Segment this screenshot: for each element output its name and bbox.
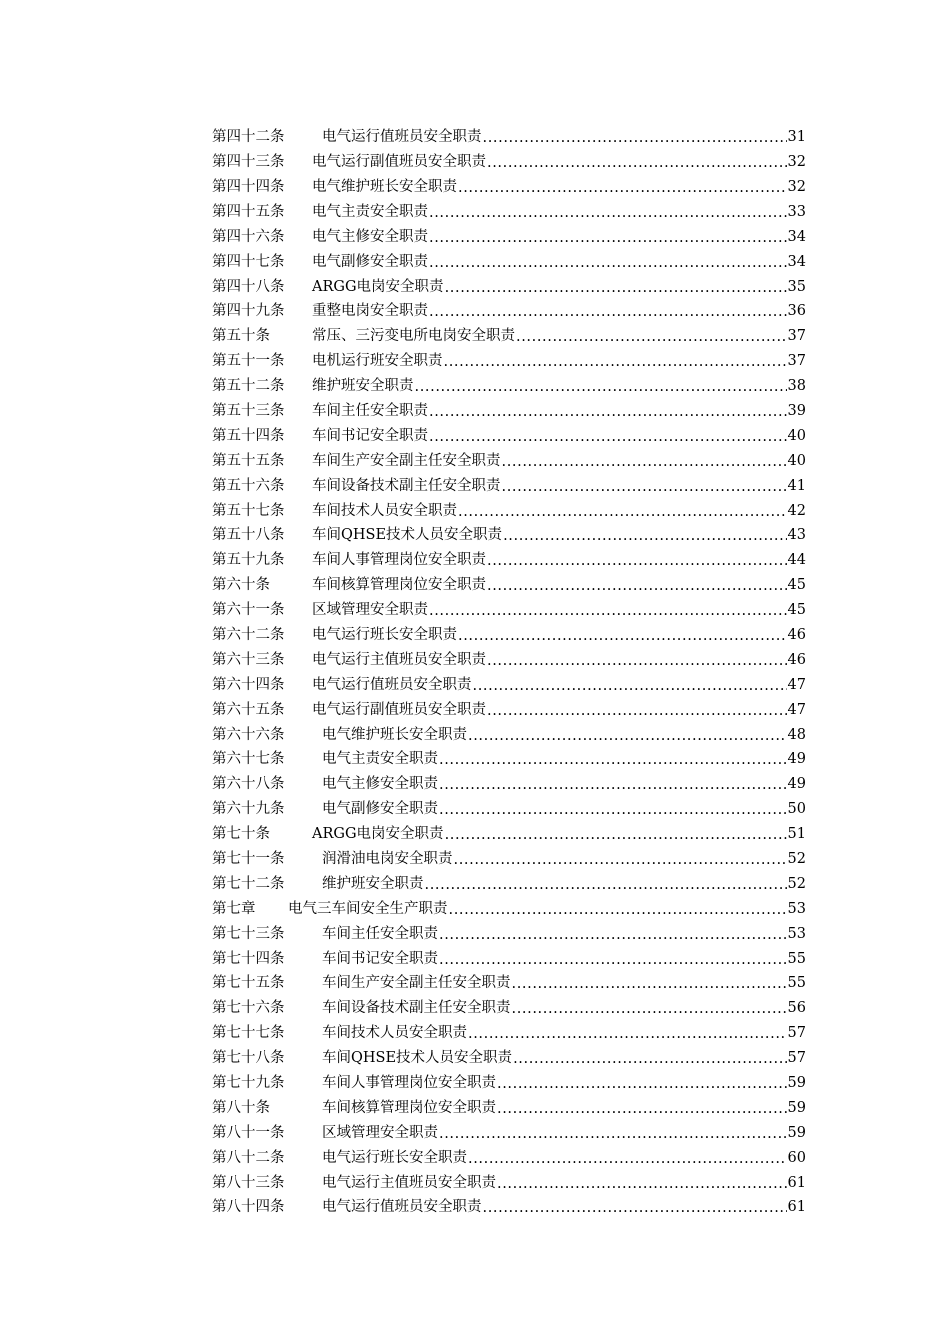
toc-entry-page: 43 xyxy=(787,527,806,544)
toc-entry[interactable] xyxy=(212,548,806,573)
toc-entry-page: 53 xyxy=(787,925,806,942)
toc-entry-number: 第七十三条 xyxy=(212,925,285,942)
toc-dot-leader xyxy=(483,1201,787,1216)
toc-entry-title: 车间书记安全职责 xyxy=(312,427,428,444)
toc-entry[interactable] xyxy=(212,299,806,324)
toc-entry-number: 第五十四条 xyxy=(212,427,285,444)
toc-entry[interactable] xyxy=(212,772,806,797)
toc-entry-title: 车间生产安全副主任安全职责 xyxy=(312,452,501,469)
toc-dot-leader xyxy=(512,1002,787,1017)
toc-entry[interactable] xyxy=(212,822,806,847)
toc-dot-leader xyxy=(458,181,787,196)
toc-entry-title: 车间核算管理岗位安全职责 xyxy=(312,577,486,594)
toc-entry-page: 32 xyxy=(787,154,806,171)
toc-entry-number: 第五十一条 xyxy=(212,353,285,370)
toc-entry-title: 车间主任安全职责 xyxy=(312,402,428,419)
toc-entry-page: 57 xyxy=(787,1025,806,1042)
toc-entry-title: 电气运行班长安全职责 xyxy=(312,627,457,643)
toc-dot-leader xyxy=(502,455,787,470)
toc-entry-number: 第四十四条 xyxy=(212,178,285,195)
toc-entry[interactable] xyxy=(212,1021,806,1046)
toc-entry-number: 第五十五条 xyxy=(212,452,285,469)
toc-dot-leader xyxy=(487,704,787,719)
toc-dot-leader xyxy=(439,928,787,943)
toc-entry-page: 60 xyxy=(787,1149,806,1166)
toc-entry-title: ARGG电岗安全职责 xyxy=(312,278,444,295)
toc-entry[interactable] xyxy=(212,797,806,822)
toc-entry-number: 第四十九条 xyxy=(212,303,285,320)
toc-entry[interactable] xyxy=(212,399,806,424)
toc-entry[interactable] xyxy=(212,175,806,200)
toc-entry-title: 电气维护班长安全职责 xyxy=(312,178,457,195)
toc-entry-title: 电机运行班安全职责 xyxy=(312,353,443,370)
toc-entry-number: 第五十六条 xyxy=(212,477,285,494)
toc-dot-leader xyxy=(439,753,787,768)
toc-dot-leader xyxy=(512,977,787,992)
toc-dot-leader xyxy=(502,480,787,495)
toc-dot-leader xyxy=(497,1077,787,1092)
toc-entry-number: 第七十条 xyxy=(212,826,270,843)
toc-entry-number: 第七十一条 xyxy=(212,851,285,868)
toc-entry-page: 44 xyxy=(787,552,806,569)
toc-entry-title: 电气副修安全职责 xyxy=(322,801,438,818)
toc-entry-page: 31 xyxy=(787,129,806,146)
toc-entry-title: 常压、三污变电所电岗安全职责 xyxy=(312,328,515,345)
toc-entry-page: 57 xyxy=(787,1050,806,1067)
toc-entry-page: 46 xyxy=(787,627,806,643)
toc-entry-title: 车间书记安全职责 xyxy=(322,950,438,967)
toc-entry-title: 电气主责安全职责 xyxy=(312,203,428,220)
toc-entry[interactable] xyxy=(212,1170,806,1195)
toc-entry[interactable] xyxy=(212,946,806,971)
toc-dot-leader xyxy=(444,355,787,370)
toc-entry-page: 56 xyxy=(787,1000,806,1017)
toc-entry-title: 电气运行副值班员安全职责 xyxy=(312,154,486,171)
toc-entry-number: 第六十五条 xyxy=(212,701,285,718)
toc-dot-leader xyxy=(425,878,787,893)
toc-entry-page: 59 xyxy=(787,1124,806,1141)
toc-entry[interactable] xyxy=(212,673,806,698)
toc-entry-number: 第七十八条 xyxy=(212,1050,285,1067)
toc-entry-page: 37 xyxy=(787,353,806,370)
toc-entry-title: 电气维护班长安全职责 xyxy=(322,726,467,743)
toc-entry-page: 41 xyxy=(787,477,806,494)
toc-entry-number: 第四十五条 xyxy=(212,203,285,220)
toc-entry[interactable] xyxy=(212,324,806,349)
toc-entry[interactable] xyxy=(212,374,806,399)
toc-dot-leader xyxy=(429,604,787,619)
toc-dot-leader xyxy=(458,505,787,520)
toc-entry[interactable] xyxy=(212,872,806,897)
toc-dot-leader xyxy=(439,953,787,968)
toc-entry-number: 第六十六条 xyxy=(212,726,285,743)
toc-entry-title: 维护班安全职责 xyxy=(322,875,424,892)
toc-entry-page: 47 xyxy=(787,701,806,718)
toc-entry-page: 52 xyxy=(787,875,806,892)
toc-dot-leader xyxy=(483,131,787,146)
toc-entry-page: 61 xyxy=(787,1174,806,1191)
toc-entry-number: 第五十二条 xyxy=(212,378,285,395)
toc-entry[interactable] xyxy=(212,971,806,996)
toc-entry-page: 49 xyxy=(787,751,806,768)
toc-entry-title: 电气三车间安全生产职责 xyxy=(288,900,448,917)
toc-entry-page: 40 xyxy=(787,427,806,444)
toc-entry-title: 电气运行班长安全职责 xyxy=(322,1149,467,1166)
toc-entry-page: 45 xyxy=(787,602,806,619)
toc-entry-page: 38 xyxy=(787,378,806,395)
toc-entry-title: 车间核算管理岗位安全职责 xyxy=(322,1099,496,1116)
toc-entry-page: 50 xyxy=(787,801,806,818)
toc-entry-page: 40 xyxy=(787,452,806,469)
toc-entry[interactable] xyxy=(212,1096,806,1121)
toc-entry-page: 52 xyxy=(787,851,806,868)
toc-entry-title: 区域管理安全职责 xyxy=(312,602,428,619)
toc-dot-leader xyxy=(468,1027,787,1042)
toc-entry[interactable] xyxy=(212,249,806,274)
toc-entry-page: 51 xyxy=(787,826,806,843)
toc-dot-leader xyxy=(503,529,786,544)
toc-entry-page: 47 xyxy=(787,676,806,693)
toc-dot-leader xyxy=(487,554,787,569)
toc-entry-page: 39 xyxy=(787,402,806,419)
toc-entry-page: 42 xyxy=(787,502,806,519)
toc-entry-page: 55 xyxy=(787,950,806,967)
toc-entry[interactable] xyxy=(212,847,806,872)
toc-entry-number: 第六十三条 xyxy=(212,651,285,668)
toc-entry[interactable] xyxy=(212,648,806,673)
toc-entry-title: 车间人事管理岗位安全职责 xyxy=(322,1075,496,1092)
toc-entry-number: 第五十条 xyxy=(212,328,270,345)
toc-dot-leader xyxy=(429,231,787,246)
toc-entry[interactable] xyxy=(212,573,806,598)
toc-dot-leader xyxy=(516,330,787,345)
toc-entry[interactable] xyxy=(212,523,806,548)
toc-entry[interactable] xyxy=(212,1046,806,1071)
toc-dot-leader xyxy=(429,206,787,221)
toc-dot-leader xyxy=(487,579,787,594)
toc-entry-title: 区域管理安全职责 xyxy=(322,1124,438,1141)
toc-dot-leader xyxy=(445,828,787,843)
toc-entry-title: 车间主任安全职责 xyxy=(322,925,438,942)
toc-entry-number: 第七十九条 xyxy=(212,1075,285,1092)
toc-entry[interactable] xyxy=(212,922,806,947)
toc-entry-title: 维护班安全职责 xyxy=(312,378,414,395)
toc-entry-number: 第六十七条 xyxy=(212,751,285,768)
toc-entry[interactable] xyxy=(212,897,806,922)
toc-entry-page: 32 xyxy=(787,178,806,195)
toc-entry-title: 车间QHSE技术人员安全职责 xyxy=(312,527,503,544)
toc-dot-leader xyxy=(445,281,787,296)
toc-entry-number: 第五十七条 xyxy=(212,502,285,519)
toc-entry[interactable] xyxy=(212,722,806,747)
toc-entry-title: 电气副修安全职责 xyxy=(312,253,428,270)
toc-dot-leader xyxy=(429,430,787,445)
toc-entry[interactable] xyxy=(212,1146,806,1171)
toc-entry-number: 第四十八条 xyxy=(212,278,285,295)
toc-entry-page: 61 xyxy=(787,1199,806,1216)
toc-entry-title: 车间生产安全副主任安全职责 xyxy=(322,975,511,992)
toc-entry-title: 车间设备技术副主任安全职责 xyxy=(312,477,501,494)
toc-entry[interactable] xyxy=(212,424,806,449)
toc-entry-title: 车间人事管理岗位安全职责 xyxy=(312,552,486,569)
toc-entry-number: 第六十二条 xyxy=(212,627,285,643)
toc-entry-title: ARGG电岗安全职责 xyxy=(312,826,444,843)
table-of-contents xyxy=(212,125,806,1220)
toc-entry-number: 第六十条 xyxy=(212,577,270,594)
toc-entry-title: 重整电岗安全职责 xyxy=(312,303,428,320)
toc-dot-leader xyxy=(487,654,787,669)
toc-entry[interactable] xyxy=(212,473,806,498)
toc-entry[interactable] xyxy=(212,125,806,150)
toc-entry-number: 第七十六条 xyxy=(212,1000,285,1017)
toc-entry[interactable] xyxy=(212,747,806,772)
toc-dot-leader xyxy=(468,729,787,744)
toc-entry-number: 第八十条 xyxy=(212,1099,270,1116)
toc-entry-page: 55 xyxy=(787,975,806,992)
toc-entry-number: 第七十七条 xyxy=(212,1025,285,1042)
toc-entry-number: 第六十四条 xyxy=(212,676,285,693)
toc-entry-number: 第八十二条 xyxy=(212,1149,285,1166)
toc-entry-page: 37 xyxy=(787,328,806,345)
toc-dot-leader xyxy=(429,305,787,320)
toc-entry-number: 第四十三条 xyxy=(212,154,285,171)
toc-dot-leader xyxy=(439,778,787,793)
toc-entry[interactable] xyxy=(212,1121,806,1146)
toc-entry[interactable] xyxy=(212,349,806,374)
toc-entry-page: 48 xyxy=(787,726,806,743)
toc-entry-number: 第四十六条 xyxy=(212,228,285,245)
toc-entry-number: 第五十九条 xyxy=(212,552,285,569)
toc-entry-number: 第七十五条 xyxy=(212,975,285,992)
toc-entry[interactable] xyxy=(212,1195,806,1220)
toc-dot-leader xyxy=(473,679,787,694)
toc-entry-number: 第六十八条 xyxy=(212,776,285,793)
toc-entry-number: 第四十二条 xyxy=(212,129,285,146)
toc-entry-page: 36 xyxy=(787,303,806,320)
toc-entry-page: 34 xyxy=(787,253,806,270)
toc-entry-title: 润滑油电岗安全职责 xyxy=(322,851,453,868)
toc-entry-number: 第五十三条 xyxy=(212,402,285,419)
toc-entry-page: 49 xyxy=(787,776,806,793)
toc-entry-number: 第八十一条 xyxy=(212,1124,285,1141)
toc-entry-number: 第七章 xyxy=(212,900,256,917)
toc-entry-page: 34 xyxy=(787,228,806,245)
toc-entry-number: 第六十一条 xyxy=(212,602,285,619)
toc-entry-page: 33 xyxy=(787,203,806,220)
toc-entry-title: 车间技术人员安全职责 xyxy=(322,1025,467,1042)
toc-dot-leader xyxy=(458,629,787,644)
toc-dot-leader xyxy=(487,156,787,171)
toc-entry-page: 35 xyxy=(787,278,806,295)
toc-dot-leader xyxy=(513,1052,786,1067)
toc-dot-leader xyxy=(429,256,787,271)
toc-entry[interactable] xyxy=(212,623,806,648)
toc-dot-leader xyxy=(449,903,787,918)
toc-entry-title: 车间设备技术副主任安全职责 xyxy=(322,1000,511,1017)
toc-entry-title: 电气主修安全职责 xyxy=(312,228,428,245)
toc-entry-page: 59 xyxy=(787,1099,806,1116)
toc-entry[interactable] xyxy=(212,697,806,722)
toc-dot-leader xyxy=(468,1152,787,1167)
toc-entry-number: 第七十二条 xyxy=(212,875,285,892)
toc-entry[interactable] xyxy=(212,598,806,623)
toc-entry-title: 电气运行副值班员安全职责 xyxy=(312,701,486,718)
toc-entry[interactable] xyxy=(212,449,806,474)
toc-entry-title: 车间QHSE技术人员安全职责 xyxy=(322,1050,513,1067)
toc-entry-number: 第四十七条 xyxy=(212,253,285,270)
toc-entry[interactable] xyxy=(212,498,806,523)
toc-entry[interactable] xyxy=(212,274,806,299)
toc-entry[interactable] xyxy=(212,225,806,250)
toc-dot-leader xyxy=(439,1127,787,1142)
toc-entry-number: 第七十四条 xyxy=(212,950,285,967)
toc-dot-leader xyxy=(497,1177,787,1192)
toc-dot-leader xyxy=(429,405,787,420)
toc-entry-title: 电气主责安全职责 xyxy=(322,751,438,768)
toc-entry-title: 电气运行主值班员安全职责 xyxy=(322,1174,496,1191)
toc-entry-title: 电气运行值班员安全职责 xyxy=(322,1199,482,1216)
toc-entry-page: 46 xyxy=(787,651,806,668)
toc-entry-title: 电气主修安全职责 xyxy=(322,776,438,793)
toc-entry-number: 第八十四条 xyxy=(212,1199,285,1216)
toc-entry-page: 53 xyxy=(787,900,806,917)
toc-entry-title: 电气运行值班员安全职责 xyxy=(312,676,472,693)
toc-entry-number: 第五十八条 xyxy=(212,527,285,544)
toc-entry-title: 车间技术人员安全职责 xyxy=(312,502,457,519)
toc-entry-title: 电气运行主值班员安全职责 xyxy=(312,651,486,668)
toc-entry-number: 第八十三条 xyxy=(212,1174,285,1191)
toc-dot-leader xyxy=(497,1102,787,1117)
toc-entry-number: 第六十九条 xyxy=(212,801,285,818)
toc-dot-leader xyxy=(415,380,787,395)
toc-entry[interactable] xyxy=(212,200,806,225)
toc-entry[interactable] xyxy=(212,996,806,1021)
toc-dot-leader xyxy=(439,803,787,818)
toc-entry[interactable] xyxy=(212,1071,806,1096)
toc-entry-title: 电气运行值班员安全职责 xyxy=(322,129,482,146)
toc-entry-page: 45 xyxy=(787,577,806,594)
toc-dot-leader xyxy=(454,853,787,868)
toc-entry-page: 59 xyxy=(787,1075,806,1092)
toc-entry[interactable] xyxy=(212,150,806,175)
